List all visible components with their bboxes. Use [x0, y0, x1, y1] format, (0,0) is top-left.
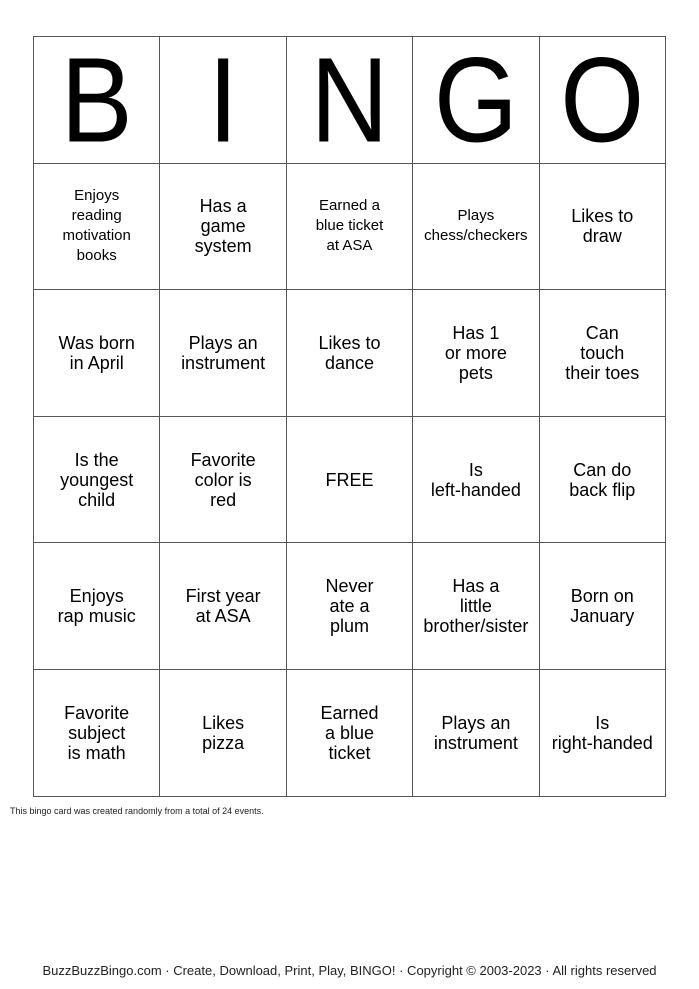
- bingo-cell-text: Plays chess/checkers: [424, 207, 528, 245]
- bingo-cell: [160, 416, 286, 543]
- bingo-cell: [286, 669, 412, 796]
- bingo-cell-text: Plays an instrument: [433, 712, 518, 753]
- bingo-cell-text: Likes pizza: [202, 712, 245, 753]
- bingo-cell: [539, 290, 665, 417]
- bingo-cell-text: Likes to dance: [318, 332, 381, 373]
- bingo-cell-text: Was born in April: [58, 332, 135, 373]
- bingo-cell-text: Likes to draw: [571, 206, 634, 247]
- bingo-cell: [413, 290, 539, 417]
- bingo-cell-text: Has a game system: [194, 196, 252, 257]
- bingo-cell: [34, 416, 160, 543]
- bingo-cell-text: FREE: [325, 469, 374, 490]
- bingo-row-5: [34, 669, 666, 796]
- bingo-cell: [34, 543, 160, 670]
- bingo-cell-text: Enjoys rap music: [57, 586, 136, 627]
- bingo-cell: [286, 543, 412, 670]
- bingo-cell: [413, 163, 539, 290]
- bingo-cell: [413, 543, 539, 670]
- bingo-cell: [286, 163, 412, 290]
- bingo-row-4: [34, 543, 666, 670]
- bingo-cell-text: Earned a blue ticket: [320, 702, 379, 763]
- bingo-cell-text: Plays an instrument: [181, 332, 266, 373]
- bingo-row-1: [34, 163, 666, 290]
- header-letter-o: O: [539, 37, 665, 164]
- header-letter-b: B: [34, 37, 160, 164]
- card-generation-note: This bingo card was created randomly from a total of 24 events.: [10, 806, 264, 816]
- bingo-cell: [160, 543, 286, 670]
- bingo-cell: [539, 543, 665, 670]
- bingo-cell: [160, 163, 286, 290]
- bingo-cell: [34, 290, 160, 417]
- site-footer: BuzzBuzzBingo.com · Create, Download, Print, Play, BINGO! · Copyright © 2003-2023 · All rights reserved: [42, 963, 657, 978]
- bingo-header-row: [34, 37, 666, 164]
- bingo-cell: [286, 290, 412, 417]
- bingo-free-cell: [286, 416, 412, 543]
- bingo-cell: [160, 290, 286, 417]
- bingo-cell-text: Never ate a plum: [325, 576, 374, 637]
- bingo-cell-text: Is left-handed: [430, 459, 521, 500]
- bingo-cell-text: Is the youngest child: [60, 449, 134, 510]
- bingo-cell: [539, 416, 665, 543]
- bingo-cell-text: Favorite subject is math: [64, 702, 130, 763]
- bingo-cell: [34, 163, 160, 290]
- bingo-cell-text: Born on January: [570, 586, 635, 627]
- bingo-cell-text: Favorite color is red: [190, 449, 256, 510]
- bingo-cell: [413, 416, 539, 543]
- header-letter-i: I: [160, 37, 286, 164]
- bingo-cell: [539, 163, 665, 290]
- bingo-cell-text: First year at ASA: [185, 586, 261, 627]
- bingo-cell: [160, 669, 286, 796]
- bingo-cell-text: Can touch their toes: [565, 322, 640, 383]
- bingo-card: [33, 36, 666, 797]
- bingo-cell-text: Enjoys reading motivation books: [62, 187, 131, 265]
- bingo-cell-text: Has 1 or more pets: [444, 322, 507, 383]
- bingo-cell: [34, 669, 160, 796]
- bingo-cell-text: Earned a blue ticket at ASA: [315, 197, 384, 255]
- bingo-cell-text: Has a little brother/sister: [423, 576, 529, 637]
- header-letter-g: G: [413, 37, 539, 164]
- bingo-cell-text: Can do back flip: [569, 459, 636, 500]
- bingo-cell: [413, 669, 539, 796]
- bingo-row-2: [34, 290, 666, 417]
- bingo-cell: [539, 669, 665, 796]
- bingo-cell-text: Is right-handed: [551, 712, 653, 753]
- header-letter-n: N: [286, 37, 412, 164]
- bingo-row-3: [34, 416, 666, 543]
